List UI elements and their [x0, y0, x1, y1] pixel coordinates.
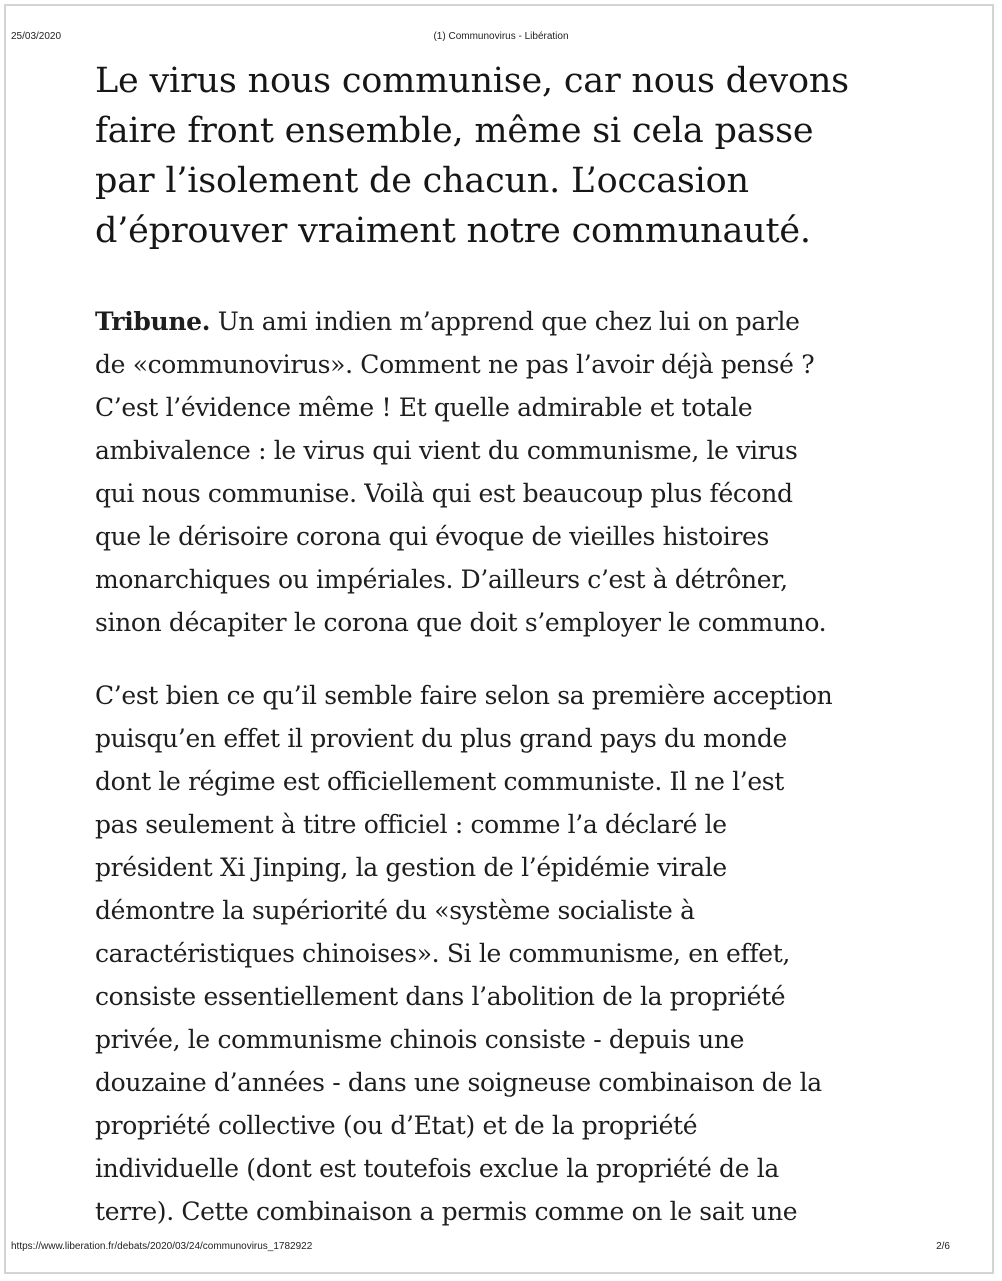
- paragraph-line: C’est l’évidence même ! Et quelle admirable et totale: [95, 393, 753, 422]
- paragraph-line: privée, le communisme chinois consiste - depuis une: [95, 1025, 745, 1054]
- print-page-title: (1) Communovirus - Libération: [433, 31, 569, 42]
- article-paragraph-1: [95, 300, 955, 644]
- print-date: 25/03/2020: [11, 31, 62, 42]
- paragraph-line: dont le régime est officiellement communiste. Il ne l’est: [95, 767, 784, 796]
- paragraph-line: sinon décapiter le corona que doit s’employer le communo.: [95, 608, 827, 637]
- chapo-line: par l’isolement de chacun. L’occasion: [95, 161, 749, 201]
- paragraph-line: propriété collective (ou d’Etat) et de la propriété: [95, 1111, 698, 1140]
- article-content: [95, 56, 955, 1233]
- paragraph-line: ambivalence : le virus qui vient du communisme, le virus: [95, 436, 798, 465]
- paragraph-line: pas seulement à titre officiel : comme l’a déclaré le: [95, 810, 727, 839]
- paragraph-line: terre). Cette combinaison a permis comme on le sait une: [95, 1197, 798, 1226]
- paragraph-line: qui nous communise. Voilà qui est beaucoup plus fécond: [95, 479, 793, 508]
- tribune-label: Tribune.: [95, 307, 211, 336]
- paragraph-line: [95, 300, 955, 343]
- paragraph-line: consiste essentiellement dans l’abolition de la propriété: [95, 982, 786, 1011]
- paragraph-text: Un ami indien m’apprend que chez lui on parle: [210, 307, 800, 336]
- paragraph-line: de «communovirus». Comment ne pas l’avoir déjà pensé ?: [95, 350, 815, 379]
- paragraph-line: puisqu’en effet il provient du plus grand pays du monde: [95, 724, 787, 753]
- page-number: 2/6: [936, 1241, 950, 1252]
- paragraph-line: caractéristiques chinoises». Si le communisme, en effet,: [95, 939, 791, 968]
- paragraph-line: monarchiques ou impériales. D’ailleurs c’est à détrôner,: [95, 565, 788, 594]
- paragraph-line: président Xi Jinping, la gestion de l’épidémie virale: [95, 853, 727, 882]
- chapo-line: faire front ensemble, même si cela passe: [95, 111, 814, 151]
- chapo-line: Le virus nous communise, car nous devons: [95, 61, 849, 101]
- paragraph-line: individuelle (dont est toutefois exclue la propriété de la: [95, 1154, 779, 1183]
- paragraph-line: démontre la supériorité du «système socialiste à: [95, 896, 695, 925]
- article-chapo: [95, 56, 955, 256]
- paragraph-line: C’est bien ce qu’il semble faire selon sa première acception: [95, 681, 833, 710]
- article-paragraph-2: [95, 674, 955, 1233]
- paragraph-line: douzaine d’années - dans une soigneuse combinaison de la: [95, 1068, 822, 1097]
- paragraph-line: que le dérisoire corona qui évoque de vieilles histoires: [95, 522, 769, 551]
- print-url: https://www.liberation.fr/debats/2020/03/24/communovirus_1782922: [11, 1241, 313, 1252]
- chapo-line: d’éprouver vraiment notre communauté.: [95, 211, 811, 251]
